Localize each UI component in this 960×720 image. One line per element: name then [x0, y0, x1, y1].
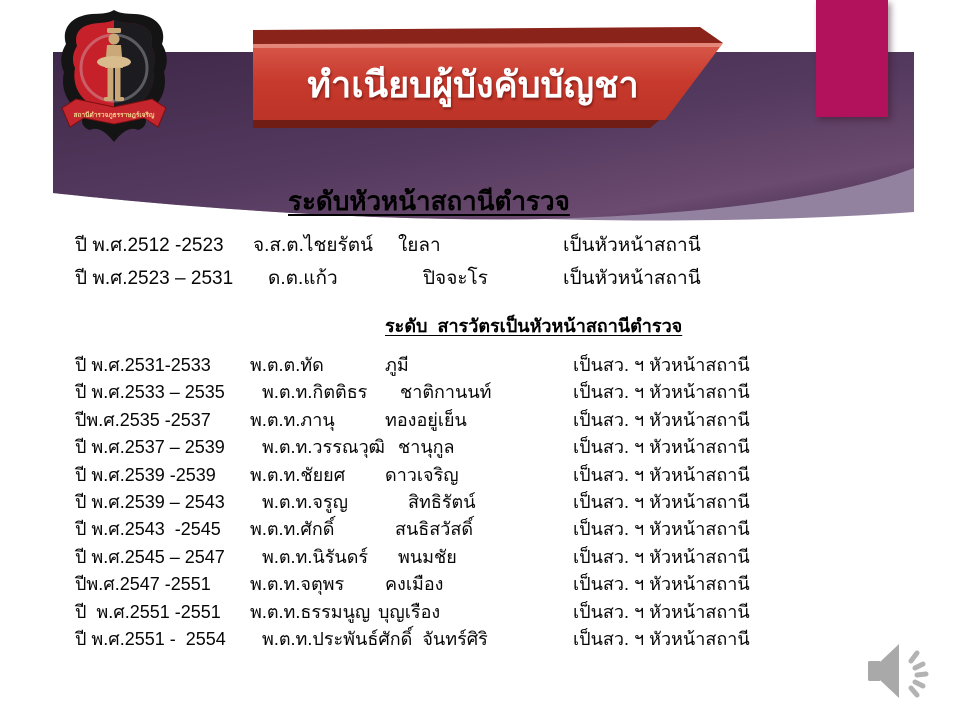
table-row: [0, 489, 960, 516]
name-cell: พ.ต.ท.กิตติธร: [262, 382, 368, 403]
surname-cell: บุญเรือง: [378, 601, 441, 622]
years-cell: ปี พ.ศ.2551 - 2554: [75, 628, 226, 649]
surname-cell: คงเมือง: [385, 574, 444, 595]
surname-cell: ชาติกานนท์: [400, 382, 492, 403]
table-row: [0, 516, 960, 543]
role-cell: เป็นสว. ฯ หัวหน้าสถานี: [573, 546, 750, 567]
role-cell: เป็นสว. ฯ หัวหน้าสถานี: [573, 409, 750, 430]
role-cell: เป็นสว. ฯ หัวหน้าสถานี: [573, 437, 750, 458]
role-cell: เป็นสว. ฯ หัวหน้าสถานี: [573, 574, 750, 595]
years-cell: ปี พ.ศ.2523 – 2531: [75, 268, 234, 289]
name-cell: ด.ต.แก้ว: [268, 268, 338, 289]
table-row: [0, 626, 960, 653]
police-emblem: [48, 6, 180, 148]
head-level-table: [0, 231, 960, 297]
surname-cell: พนมชัย: [398, 546, 457, 567]
surname-cell: สนธิสวัสดิ์: [395, 519, 474, 540]
section2-title: ระดับ สารวัตรเป็นหัวหน้าสถานีตำรวจ: [385, 316, 683, 336]
table-row: [0, 407, 960, 434]
years-cell: ปี พ.ศ.2512 -2523: [75, 235, 224, 256]
surname-cell: สิทธิรัตน์: [408, 491, 476, 512]
years-cell: ปีพ.ศ.2547 -2551: [75, 574, 211, 595]
table-row: [0, 379, 960, 406]
name-cell: พ.ต.ท.ธรรมนูญ: [250, 601, 371, 622]
name-cell: พ.ต.ท.ชัยยศ: [250, 464, 346, 485]
years-cell: ปี พ.ศ.2533 – 2535: [75, 382, 225, 403]
years-cell: ปี พ.ศ.2543 -2545: [75, 519, 221, 540]
role-cell: เป็นสว. ฯ หัวหน้าสถานี: [573, 491, 750, 512]
emblem-ribbon-text: สถานีตำรวจภูธรราษฎร์เจริญ: [73, 112, 155, 119]
years-cell: ปี พ.ศ.2539 – 2543: [75, 491, 225, 512]
name-cell: พ.ต.ท.วรรณวุฒิ: [262, 437, 385, 458]
surname-cell: ดาวเจริญ: [385, 464, 459, 485]
years-cell: ปี พ.ศ.2531-2533: [75, 355, 211, 375]
table-row: [0, 264, 960, 297]
role-cell: เป็นสว. ฯ หัวหน้าสถานี: [573, 519, 750, 540]
table-row: [0, 352, 960, 379]
surname-cell: ปิจจะโร: [423, 268, 488, 289]
name-cell: พ.ต.ท.ภานุ: [250, 409, 335, 430]
years-cell: ปี พ.ศ.2539 -2539: [75, 464, 216, 485]
name-cell: พ.ต.ท.จรูญ: [262, 491, 348, 512]
name-cell: พ.ต.ท.นิรันดร์: [262, 546, 369, 567]
years-cell: ปีพ.ศ.2535 -2537: [75, 409, 211, 430]
years-cell: ปี พ.ศ.2537 – 2539: [75, 437, 225, 458]
surname-cell: ภูมี: [385, 355, 409, 375]
name-cell: พ.ต.ท.ประพันธ์ศักดิ์ จันทร์ศิริ: [262, 628, 488, 649]
name-cell: พ.ต.ท.ศักดิ์: [250, 519, 335, 540]
table-row: [0, 571, 960, 598]
name-cell: จ.ส.ต.ไชยรัตน์: [253, 235, 374, 256]
years-cell: ปี พ.ศ.2545 – 2547: [75, 546, 225, 567]
role-cell: เป็นสว. ฯ หัวหน้าสถานี: [573, 464, 750, 485]
years-cell: ปี พ.ศ.2551 -2551: [75, 601, 221, 622]
name-cell: พ.ต.ต.ทัด: [250, 355, 324, 375]
section1-title: ระดับหัวหน้าสถานีตำรวจ: [288, 186, 570, 216]
slide-title: ทำเนียบผู้บังคับบัญชา: [307, 64, 639, 105]
role-cell: เป็นหัวหน้าสถานี: [563, 268, 701, 289]
table-row: [0, 462, 960, 489]
surname-cell: ใยลา: [398, 235, 441, 256]
table-row: [0, 599, 960, 626]
role-cell: เป็นสว. ฯ หัวหน้าสถานี: [573, 382, 750, 403]
role-cell: เป็นสว. ฯ หัวหน้าสถานี: [573, 355, 750, 375]
inspector-level-table: [0, 352, 960, 653]
table-row: [0, 231, 960, 264]
role-cell: เป็นสว. ฯ หัวหน้าสถานี: [573, 601, 750, 622]
surname-cell: ชานุกูล: [398, 437, 455, 458]
name-cell: พ.ต.ท.จตุพร: [250, 574, 345, 595]
role-cell: เป็นสว. ฯ หัวหน้าสถานี: [573, 628, 750, 649]
table-row: [0, 434, 960, 461]
surname-cell: ทองอยู่เย็น: [385, 409, 467, 430]
role-cell: เป็นหัวหน้าสถานี: [563, 235, 701, 256]
table-row: [0, 544, 960, 571]
speaker-icon[interactable]: [858, 636, 942, 710]
